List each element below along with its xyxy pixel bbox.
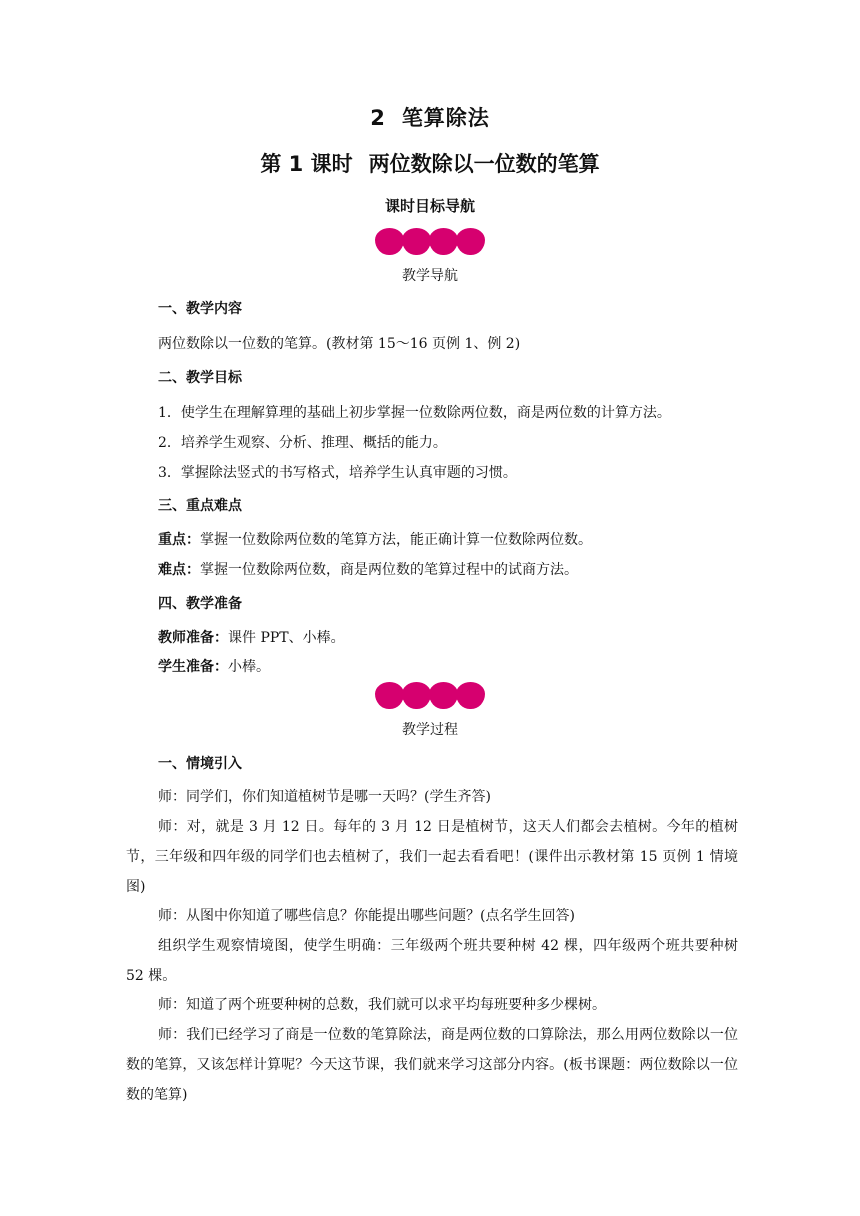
process-paragraph: 组织学生观察情境图，使学生明确：三年级两个班共要种树 42 棵，四年级两个班共要种树 52 棵。 — [126, 938, 738, 984]
chapter-heading — [0, 102, 860, 132]
teaching-process-title: 教学过程 — [402, 722, 458, 738]
process-paragraph: 师：我们已经学习了商是一位数的笔算除法，商是两位数的口算除法，那么用两位数除以一位数的笔算，又该怎样计算呢？今天这节课，我们就来学习这部分内容。(板书课题：两位数除以一位数的笔算) — [126, 1027, 738, 1103]
difficulty-text: 掌握一位数除两位数，商是两位数的笔算过程中的试商方法。 — [200, 562, 578, 578]
difficulty-label: 难点： — [158, 562, 200, 578]
student-prep-label: 学生准备： — [158, 659, 228, 675]
student-prep-text: 小棒。 — [228, 659, 270, 675]
key-point-label: 重点： — [158, 532, 200, 548]
process-paragraph: 师：同学们，你们知道植树节是哪一天吗？(学生齐答) — [158, 789, 491, 805]
chapter-title: 笔算除法 — [401, 106, 490, 130]
pink-dot-icon — [456, 228, 485, 255]
pink-dot-icon — [375, 228, 404, 255]
process-paragraph: 师：知道了两个班要种树的总数，我们就可以求平均每班要种多少棵树。 — [158, 997, 606, 1013]
lesson-title: 两位数除以一位数的笔算 — [368, 152, 600, 176]
objective-line: 2．培养学生观察、分析、推理、概括的能力。 — [158, 435, 447, 451]
nav-title: 课时目标导航 — [384, 197, 475, 215]
key-point-text: 掌握一位数除两位数的笔算方法，能正确计算一位数除两位数。 — [200, 532, 592, 548]
difficulty-line — [158, 559, 578, 579]
objective-line: 3．掌握除法竖式的书写格式，培养学生认真审题的习惯。 — [158, 465, 517, 481]
teaching-nav-title: 教学导航 — [402, 268, 458, 284]
teacher-prep-text: 课件 PPT、小棒。 — [228, 630, 345, 646]
lesson-heading — [0, 148, 860, 178]
section-heading: 二、教学目标 — [158, 370, 242, 386]
pink-dot-icon — [429, 228, 458, 255]
pink-dot-icon — [402, 228, 431, 255]
pink-dot-icon — [375, 682, 404, 709]
process-section-heading: 一、情境引入 — [158, 756, 242, 772]
section-heading: 三、重点难点 — [158, 498, 242, 514]
section-heading: 四、教学准备 — [158, 596, 242, 612]
lesson-label: 第 1 课时 — [260, 152, 353, 176]
section-heading: 一、教学内容 — [158, 301, 242, 317]
objective-line: 1．使学生在理解算理的基础上初步掌握一位数除两位数，商是两位数的计算方法。 — [158, 405, 671, 421]
decorative-dots-middle — [0, 682, 860, 709]
pink-dot-icon — [402, 682, 431, 709]
teacher-prep-label: 教师准备： — [158, 630, 228, 646]
process-paragraph: 师：从图中你知道了哪些信息？你能提出哪些问题？(点名学生回答) — [158, 908, 575, 924]
pink-dot-icon — [456, 682, 485, 709]
key-point-line — [158, 529, 592, 549]
student-prep-line — [158, 656, 270, 676]
pink-dot-icon — [429, 682, 458, 709]
section-line: 两位数除以一位数的笔算。(教材第 15～16 页例 1、例 2) — [158, 336, 521, 352]
teacher-prep-line — [158, 627, 345, 647]
decorative-dots-top — [0, 228, 860, 255]
chapter-number: 2 — [370, 106, 386, 130]
process-paragraph: 师：对，就是 3 月 12 日。每年的 3 月 12 日是植树节，这天人们都会去植树。今年的植树节，三年级和四年级的同学们也去植树了，我们一起去看看吧！(课件出示教材第 15 页例 1 情境图) — [126, 819, 738, 895]
